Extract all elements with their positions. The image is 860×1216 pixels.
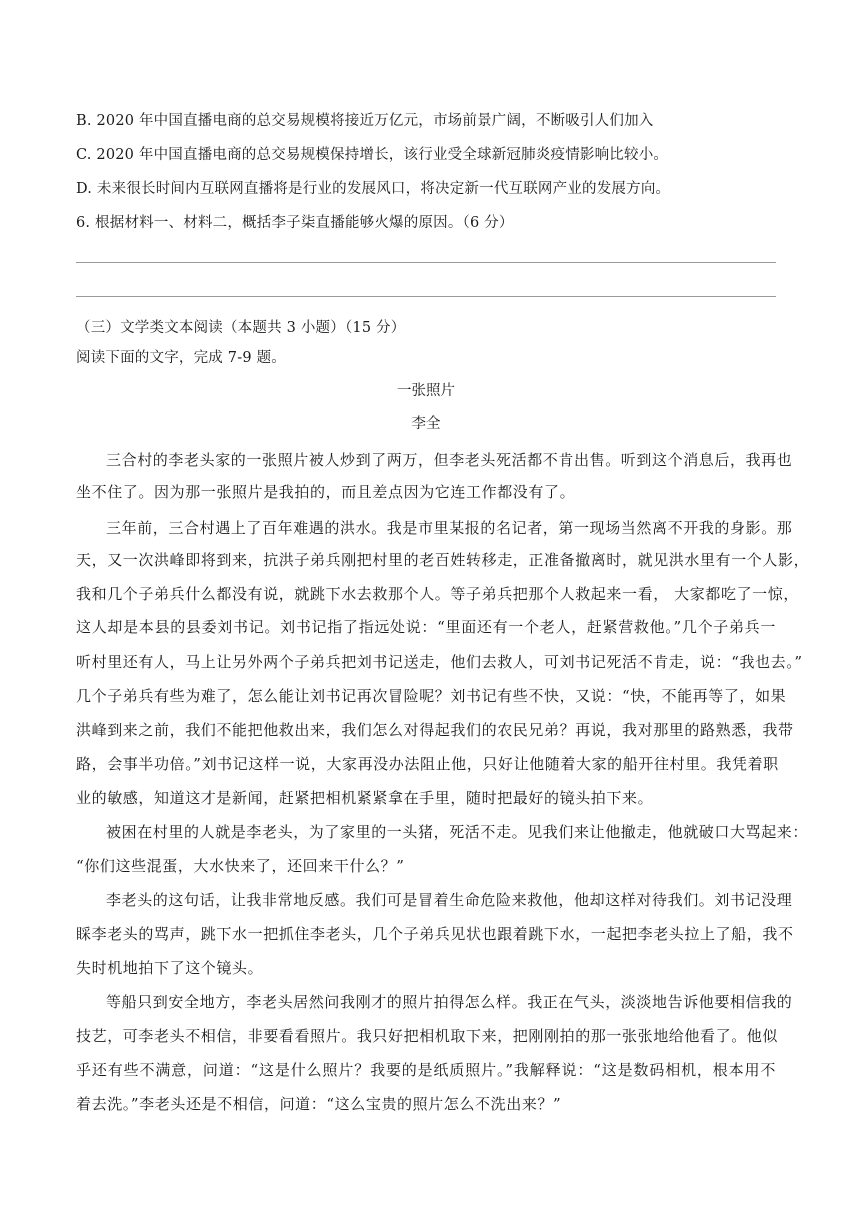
paragraph-4-line-3: 失时机地拍下了这个镜头。 (76, 959, 264, 977)
paragraph-3-line-1: 被困在村里的人就是李老头，为了家里的一头猪，死活不走。见我们来让他撤走，他就破口大骂起来： (106, 823, 809, 841)
paragraph-2-line-7: 洪峰到来之前，我们不能把他救出来，我们怎么对得起我们的农民兄弟？再说，我对那里的路熟悉，我带 (76, 721, 794, 739)
story-title: 一张照片 (397, 383, 455, 399)
paragraph-2-line-1: 三年前，三合村遇上了百年难遇的洪水。我是市里某报的名记者，第一现场当然离不开我的身影。那 (106, 519, 793, 537)
paragraph-5-line-4: 着去洗。”李老头还是不相信，问道：“这么宝贵的照片怎么不洗出来？” (76, 1095, 562, 1113)
paragraph-4-line-1: 李老头的这句话，让我非常地反感。我们可是冒着生命危险来救他，他却这样对待我们。刘书记没理 (106, 891, 793, 909)
paragraph-5-line-2: 技艺，可李老头不相信，非要看看照片。我只好把相机取下来，把刚刚拍的那一张张地给他看了。他似 (76, 1027, 779, 1045)
paragraph-1-line-1: 三合村的李老头家的一张照片被人炒到了两万，但李老头死活都不肯出售。听到这个消息后，我再也 (106, 451, 793, 469)
option-c: C. 2020 年中国直播电商的总交易规模保持增长，该行业受全球新冠肺炎疫情影响比较小。 (76, 147, 669, 163)
paragraph-1-line-2: 坐不住了。因为那一张照片是我拍的，而且差点因为它连工作都没有了。 (76, 483, 576, 501)
paragraph-5-line-3: 乎还有些不满意，问道：“这是什么照片？我要的是纸质照片。”我解释说：“这是数码相机，根本用不 (76, 1061, 776, 1079)
paragraph-2-line-6: 几个子弟兵有些为难了，怎么能让刘书记再次冒险呢？刘书记有些不快，又说：“快，不能再等了，如果 (76, 687, 787, 705)
paragraph-2-line-2: 天，又一次洪峰即将到来，抗洪子弟兵刚把村里的老百姓转移走，正准备撤离时，就见洪水里有一个人影， (76, 551, 810, 569)
option-d: D. 未来很长时间内互联网直播将是行业的发展风口，将决定新一代互联网产业的发展方向。 (76, 181, 671, 197)
option-b: B. 2020 年中国直播电商的总交易规模将接近万亿元，市场前景广阔，不断吸引人们加入 (76, 113, 654, 129)
paragraph-4-line-2: 睬李老头的骂声，跳下水一把抓住李老头，几个子弟兵见状也跟着跳下水，一起把李老头拉上了船，我不 (76, 925, 794, 943)
paragraph-2-line-3: 我和几个子弟兵什么都没有说，就跳下水去救那个人。等子弟兵把那个人救起来一看， 大家都吃了一惊， (76, 585, 799, 603)
answer-line-2 (76, 296, 776, 297)
paragraph-2-line-8: 路，会事半功倍。”刘书记这样一说，大家再没办法阻止他，只好让他随着大家的船开往村里。我凭着职 (76, 755, 779, 773)
paragraph-2-line-9: 业的敏感，知道这才是新闻，赶紧把相机紧紧拿在手里，随时把最好的镜头拍下来。 (76, 789, 654, 807)
paragraph-3-line-2: “你们这些混蛋，大水快来了，还回来干什么？” (76, 857, 405, 875)
section-heading: （三）文学类文本阅读（本题共 3 小题）（15 分） (76, 320, 406, 336)
paragraph-2-line-4: 这人却是本县的县委刘书记。刘书记指了指远处说：“里面还有一个老人，赶紧营救他。”几个子弟兵一 (76, 618, 776, 636)
question-6: 6. 根据材料一、材料二，概括李子柒直播能够火爆的原因。（6 分） (76, 215, 514, 231)
answer-line-1 (76, 262, 776, 263)
story-author: 李全 (411, 416, 441, 432)
section-instruction: 阅读下面的文字，完成 7-9 题。 (76, 350, 286, 366)
paragraph-5-line-1: 等船只到安全地方，李老头居然问我刚才的照片拍得怎么样。我正在气头，淡淡地告诉他要相信我的 (106, 993, 793, 1011)
paragraph-2-line-5: 听村里还有人，马上让另外两个子弟兵把刘书记送走，他们去救人，可刘书记死活不肯走，说：“我也去。” (76, 653, 803, 671)
